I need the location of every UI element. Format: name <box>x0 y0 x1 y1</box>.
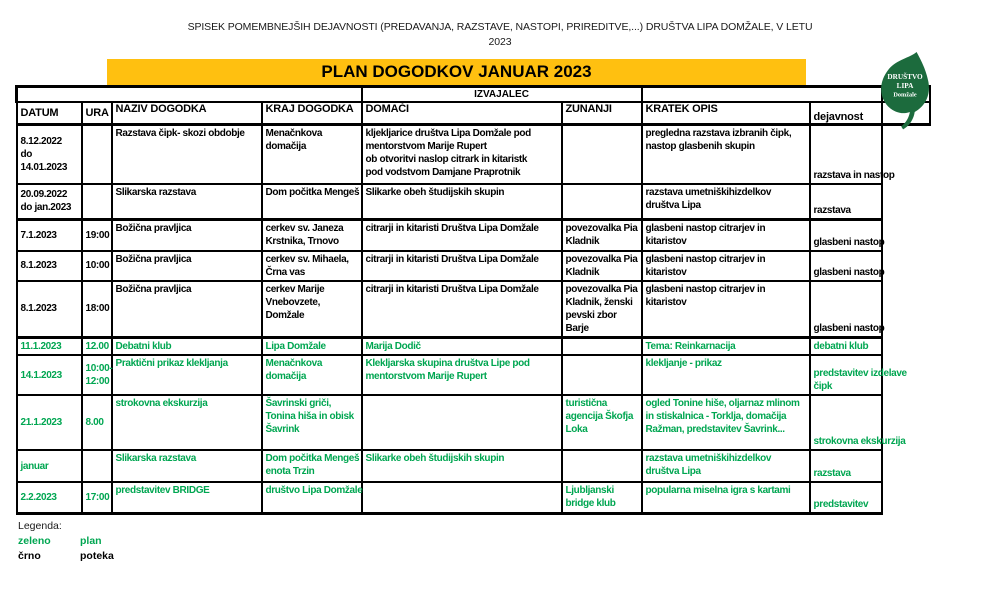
cell-zunanji <box>562 338 642 356</box>
cell-kratek-opis: glasbeni nastop citrarjev in kitaristov <box>642 220 810 251</box>
column-header-naziv-dogodka: NAZIV DOGODKA <box>112 102 262 125</box>
cell-kraj-dogodka: Lipa Domžale <box>262 338 362 356</box>
cell-dejavnost: glasbeni nastop <box>810 220 882 251</box>
cell-ura: 10:00- 12:00 <box>82 355 112 395</box>
document-title <box>0 20 1000 50</box>
row-extension-cell <box>882 220 930 251</box>
cell-datum: januar <box>17 450 82 482</box>
cell-kratek-opis: popularna miselna igra s kartami <box>642 482 810 513</box>
cell-doma-i <box>362 482 562 513</box>
cell-kratek-opis: pregledna razstava izbranih čipk, nastop glasbenih skupin <box>642 125 810 184</box>
cell-doma-i: Marija Dodič <box>362 338 562 356</box>
cell-kratek-opis: glasbeni nastop citrarjev in kitaristov <box>642 251 810 281</box>
cell-kraj-dogodka: Dom počitka Mengeš enota Trzin <box>262 450 362 482</box>
event-row <box>17 482 930 513</box>
cell-naziv-dogodka: strokovna ekskurzija <box>112 395 262 450</box>
cell-doma-i: Slikarke obeh študijskih skupin <box>362 450 562 482</box>
cell-kratek-opis: Tema: Reinkarnacija <box>642 338 810 356</box>
legend-meaning: poteka <box>80 550 114 562</box>
cell-kraj-dogodka: cerkev sv. Mihaela, Črna vas <box>262 251 362 281</box>
cell-naziv-dogodka: Slikarska razstava <box>112 450 262 482</box>
cell-doma-i: Slikarke obeh študijskih skupin <box>362 184 562 220</box>
cell-ura <box>82 184 112 220</box>
cell-ura: 12.00 <box>82 338 112 356</box>
column-header-kraj-dogodka: KRAJ DOGODKA <box>262 102 362 125</box>
band-empty-right <box>642 87 882 103</box>
event-row <box>17 281 930 338</box>
cell-kratek-opis: klekljanje - prikaz <box>642 355 810 395</box>
event-row <box>17 355 930 395</box>
event-row <box>17 220 930 251</box>
cell-naziv-dogodka: Božična pravljica <box>112 251 262 281</box>
cell-kraj-dogodka: Šavrinski griči, Tonina hiša in obisk Šavrink <box>262 395 362 450</box>
cell-kraj-dogodka: Menačnkova domačija <box>262 125 362 184</box>
cell-zunanji <box>562 184 642 220</box>
legend-entry <box>18 549 114 564</box>
cell-naziv-dogodka: Slikarska razstava <box>112 184 262 220</box>
cell-kratek-opis: razstava umetniškihizdelkov društva Lipa <box>642 450 810 482</box>
logo-text-line3: Domžale <box>893 91 917 99</box>
cell-datum: 7.1.2023 <box>17 220 82 251</box>
events-table-body <box>17 125 930 514</box>
legend <box>18 520 114 564</box>
legend-meaning: plan <box>80 535 102 547</box>
cell-ura: 19:00 <box>82 220 112 251</box>
event-row <box>17 251 930 281</box>
cell-datum: 8.12.2022 do 14.01.2023 <box>17 125 82 184</box>
cell-doma-i <box>362 395 562 450</box>
cell-ura <box>82 125 112 184</box>
cell-datum: 11.1.2023 <box>17 338 82 356</box>
column-header-dejavnost: dejavnost <box>810 102 882 125</box>
cell-dejavnost: glasbeni nastop <box>810 251 882 281</box>
cell-naziv-dogodka: Praktični prikaz klekljanja <box>112 355 262 395</box>
cell-dejavnost: razstava <box>810 184 882 220</box>
cell-dejavnost: razstava in nastop <box>810 125 882 184</box>
cell-kraj-dogodka: Menačnkova domačija <box>262 355 362 395</box>
cell-kratek-opis: ogled Tonine hiše, oljarnaz mlinom in stiskalnica - Torklja, domačija Ražman, predstavitev Šavrink... <box>642 395 810 450</box>
cell-datum: 8.1.2023 <box>17 251 82 281</box>
cell-zunanji: povezovalka Pia Kladnik <box>562 220 642 251</box>
cell-doma-i: kljekljarice društva Lipa Domžale pod mentorstvom Marije Rupert ob otvoritvi naslop citrark in kitaristk pod vodstvom Damjane Praprotnik <box>362 125 562 184</box>
cell-naziv-dogodka: predstavitev BRIDGE <box>112 482 262 513</box>
row-extension-cell <box>882 338 930 356</box>
cell-dejavnost: debatni klub <box>810 338 882 356</box>
column-header-datum: DATUM <box>17 102 82 125</box>
event-row <box>17 338 930 356</box>
cell-naziv-dogodka: Debatni klub <box>112 338 262 356</box>
column-header-doma-i: DOMAČI <box>362 102 562 125</box>
row-extension-cell <box>882 482 930 513</box>
cell-naziv-dogodka: Božična pravljica <box>112 220 262 251</box>
cell-kraj-dogodka: Dom počitka Mengeš <box>262 184 362 220</box>
cell-datum: 20.09.2022 do jan.2023 <box>17 184 82 220</box>
event-row <box>17 395 930 450</box>
events-table <box>15 85 931 515</box>
cell-ura: 8.00 <box>82 395 112 450</box>
cell-zunanji: turistična agencija Škofja Loka <box>562 395 642 450</box>
cell-dejavnost: predstavitev <box>810 482 882 513</box>
cell-kratek-opis: glasbeni nastop citrarjev in kitaristov <box>642 281 810 338</box>
cell-dejavnost: strokovna ekskurzija <box>810 395 882 450</box>
cell-datum: 2.2.2023 <box>17 482 82 513</box>
drustvo-lipa-logo <box>877 50 935 142</box>
column-header-kratek-opis: KRATEK OPIS <box>642 102 810 125</box>
document-title-line2: 2023 <box>488 36 512 48</box>
cell-datum: 8.1.2023 <box>17 281 82 338</box>
cell-naziv-dogodka: Božična pravljica <box>112 281 262 338</box>
cell-kratek-opis: razstava umetniškihizdelkov društva Lipa <box>642 184 810 220</box>
column-header-zunanji: ZUNANJI <box>562 102 642 125</box>
column-header-row <box>17 102 930 125</box>
column-header-ura: URA <box>82 102 112 125</box>
row-extension-cell <box>882 450 930 482</box>
cell-zunanji: Ljubljanski bridge klub <box>562 482 642 513</box>
banner-title: PLAN DOGODKOV JANUAR 2023 <box>107 59 806 85</box>
cell-doma-i: citrarji in kitaristi Društva Lipa Domžale <box>362 251 562 281</box>
cell-ura: 10:00 <box>82 251 112 281</box>
cell-kraj-dogodka: cerkev Marije Vnebovzete, Domžale <box>262 281 362 338</box>
legend-entry <box>18 534 114 549</box>
cell-doma-i: Klekljarska skupina društva Lipe pod mentorstvom Marije Rupert <box>362 355 562 395</box>
cell-kraj-dogodka: cerkev sv. Janeza Krstnika, Trnovo <box>262 220 362 251</box>
cell-dejavnost: glasbeni nastop <box>810 281 882 338</box>
logo-text-line2: LIPA <box>896 81 914 90</box>
cell-datum: 14.1.2023 <box>17 355 82 395</box>
legend-color-label: črno <box>18 550 41 562</box>
izvajalec-band-row <box>17 87 930 103</box>
cell-dejavnost: razstava <box>810 450 882 482</box>
cell-datum: 21.1.2023 <box>17 395 82 450</box>
logo-text-line1: DRUŠTVO <box>887 73 923 82</box>
cell-doma-i: citrarji in kitaristi Društva Lipa Domžale <box>362 281 562 338</box>
event-row <box>17 450 930 482</box>
izvajalec-group-header: IZVAJALEC <box>362 87 642 103</box>
event-row <box>17 125 930 184</box>
legend-color-label: zeleno <box>18 535 51 547</box>
cell-zunanji: povezovalka Pia Kladnik <box>562 251 642 281</box>
cell-zunanji <box>562 450 642 482</box>
cell-dejavnost: predstavitev izdelave čipk <box>810 355 882 395</box>
legend-title: Legenda: <box>18 520 62 532</box>
cell-ura: 18:00 <box>82 281 112 338</box>
cell-zunanji: povezovalka Pia Kladnik, ženski pevski zbor Barje <box>562 281 642 338</box>
cell-doma-i: citrarji in kitaristi Društva Lipa Domžale <box>362 220 562 251</box>
cell-zunanji <box>562 125 642 184</box>
event-row <box>17 184 930 220</box>
row-extension-cell <box>882 251 930 281</box>
cell-zunanji <box>562 355 642 395</box>
document-title-line1: SPISEK POMEMBNEJŠIH DEJAVNOSTI (PREDAVANJA, RAZSTAVE, NASTOPI, PRIREDITVE,...) DRUŠTVA LIPA DOMŽALE, V LETU <box>187 21 813 33</box>
row-extension-cell <box>882 184 930 220</box>
cell-kraj-dogodka: društvo Lipa Domžale <box>262 482 362 513</box>
row-extension-cell <box>882 281 930 338</box>
band-empty-left <box>17 87 362 103</box>
legend-rows <box>18 534 114 564</box>
cell-ura <box>82 450 112 482</box>
cell-ura: 17:00 <box>82 482 112 513</box>
cell-naziv-dogodka: Razstava čipk- skozi obdobje <box>112 125 262 184</box>
